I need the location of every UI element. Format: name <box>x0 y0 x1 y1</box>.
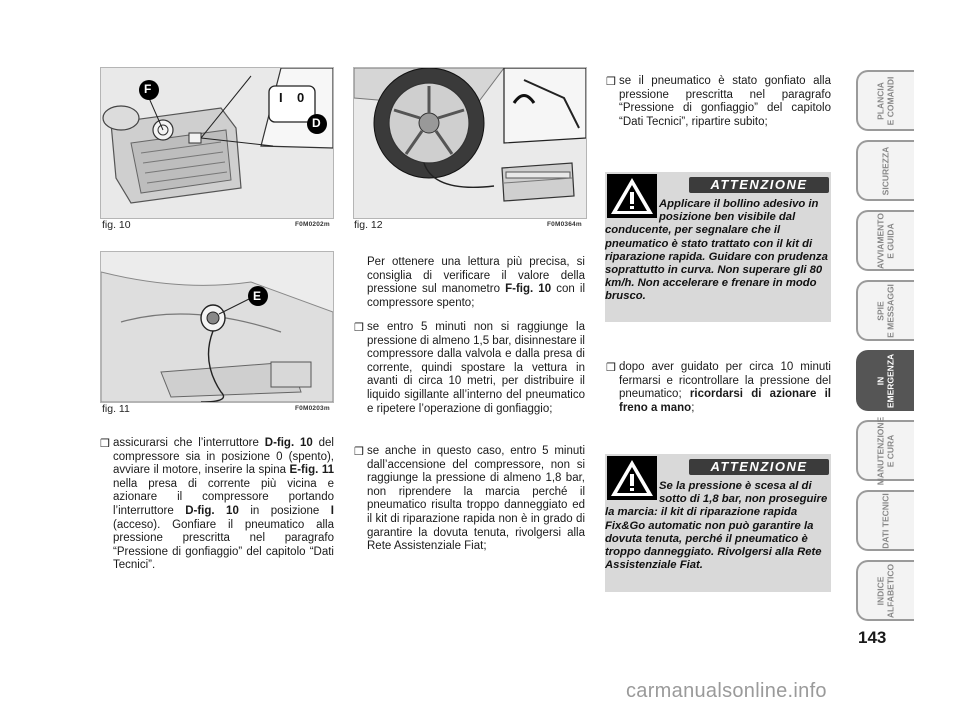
instruction-paragraph <box>367 256 585 310</box>
text-segment: nella presa di corrente più vicina e azionare il compressore portando l’interruttore <box>113 477 334 517</box>
warning-text-body: Applicare il bollino adesivo in posizione ben visibile dal conducente, per segnalare che il pneumatico è stato trattato con il kit di riparazione rapida. Guidare con prudenza soprattutto in curva. Non superare gli 80 km/h. Non accelerare e frenare in modo brusco. <box>605 198 828 303</box>
instruction-bullet <box>100 437 334 573</box>
tab-manutenzione-e-cura[interactable] <box>856 416 914 485</box>
instruction-bullet <box>606 75 831 129</box>
checkbox-bullet-icon: ❒ <box>354 446 364 458</box>
figure-10-code: F0M0202m <box>295 221 330 228</box>
warning-text <box>605 198 829 304</box>
instruction-bullet <box>354 321 585 416</box>
tab-label: PLANCIA E COMANDI <box>875 76 895 125</box>
bold-reference: I <box>330 504 334 517</box>
tab-plancia-e-comandi[interactable] <box>856 70 914 131</box>
checkbox-bullet-icon: ❒ <box>100 438 110 450</box>
figure-11-caption: fig. 11 <box>102 403 130 415</box>
tab-sicurezza[interactable] <box>856 140 914 201</box>
figure-11-image <box>100 251 334 403</box>
figure-10-image <box>100 67 334 219</box>
figure-12-code: F0M0364m <box>547 221 582 228</box>
text-segment: con il compressore spento; <box>367 283 585 309</box>
warning-heading: ATTENZIONE <box>689 177 829 193</box>
bold-reference: D-fig. 10 <box>264 437 313 449</box>
page-number: 143 <box>858 628 887 647</box>
warning-text-body: Se la pressione è scesa al di sotto di 1,8 bar, non proseguire la marcia: il kit di riparazione rapida Fix&Go automatic non può garantire la dovuta tenuta, perché il pneumatico è troppo danneggiato. Rivolgersi alla Rete Assistenziale Fiat. <box>605 480 828 572</box>
instruction-text <box>619 75 831 128</box>
tab-spie-e-messaggi[interactable] <box>856 280 914 341</box>
paragraph-text <box>367 256 585 309</box>
instruction-bullet <box>354 445 585 554</box>
text-segment: dopo aver guidato per circa 10 minuti fermarsi e ricontrollare la pressione del pneumatico; <box>619 361 831 401</box>
tab-label: MANUTENZIONE E CURA <box>875 416 895 485</box>
bold-reference: F-fig. 10 <box>505 283 552 296</box>
warning-box <box>605 172 831 322</box>
text-segment: del compressore sia in posizione 0 (spento), avviare il motore, inserire la spina <box>113 437 334 477</box>
bold-reference: E-fig. 11 <box>289 464 334 477</box>
bold-reference: ricordarsi di azionare il freno a mano <box>619 388 831 414</box>
text-segment: (acceso). Gonfiare il pneumatico alla pressione prescritta nel paragrafo “Pressione di gonfiaggio” del capitolo “Dati Tecnici”. <box>113 518 334 572</box>
callout-F-icon: F <box>144 82 152 96</box>
tab-label: AVVIAMENTO E GUIDA <box>875 212 895 269</box>
checkbox-bullet-icon: ❒ <box>606 362 616 374</box>
figure-10-caption: fig. 10 <box>102 219 131 231</box>
watermark-text: carmanualsonline.info <box>626 680 827 702</box>
figure-12-image <box>353 67 587 219</box>
text-segment: assicurarsi che l’interruttore <box>113 437 265 449</box>
figure-12-caption: fig. 12 <box>354 219 383 231</box>
tab-in-emergenza[interactable] <box>856 350 914 411</box>
instruction-text <box>113 437 334 571</box>
tab-avviamento-e-guida[interactable] <box>856 210 914 271</box>
warning-box <box>605 454 831 592</box>
warning-heading: ATTENZIONE <box>689 459 829 475</box>
instruction-text <box>619 361 831 414</box>
text-segment: se il pneumatico è stato gonfiato alla pressione prescritta nel paragrafo “Pressione di gonfiaggio” del capitolo “Dati Tecnici”, ripartire subito; <box>619 75 831 128</box>
instruction-text <box>367 321 585 415</box>
text-segment: se entro 5 minuti non si raggiunge la pressione di almeno 1,5 bar, disinnestare il compressore dalla valvola e dalla presa di corrente, quindi spostare la vettura in avanti di circa 10 metri, per distribuire il liquido sigillante all’interno del pneumatico e ripetere l’operazione di gonfiaggio; <box>367 321 585 415</box>
checkbox-bullet-icon: ❒ <box>354 322 364 334</box>
tab-dati-tecnici[interactable] <box>856 490 914 551</box>
checkbox-bullet-icon: ❒ <box>606 76 616 88</box>
warning-text <box>605 480 829 572</box>
bold-reference: D-fig. 10 <box>185 504 239 517</box>
tab-indice-alfabetico[interactable] <box>856 560 914 621</box>
text-segment: Per ottenere una lettura più precisa, si consiglia di verificare il valore della pressione sul manometro <box>367 256 585 296</box>
switch-label-off: 0 <box>297 90 305 105</box>
tab-label: SICUREZZA <box>880 146 891 195</box>
tab-label: IN EMERGENZA <box>875 353 895 408</box>
instruction-text <box>367 445 585 552</box>
text-segment: ; <box>691 401 695 414</box>
tab-label: DATI TECNICI <box>880 492 891 549</box>
text-segment: in posizione <box>238 504 331 517</box>
instruction-bullet <box>606 361 831 415</box>
tab-label: INDICE ALFABETICO <box>875 563 895 618</box>
tab-label: SPIE E MESSAGGI <box>875 283 895 338</box>
callout-D-icon: D <box>312 116 321 130</box>
callout-E-icon: E <box>253 289 262 303</box>
switch-label-on: I <box>279 90 283 105</box>
figure-11-code: F0M0203m <box>295 405 330 412</box>
text-segment: se anche in questo caso, entro 5 minuti dall’accensione del compressore, non si raggiunge la pressione di almeno 1,8 bar, non riprendere la marcia perché il pneumatico risulta troppo danneggiato ed il kit di riparazione rapida non è in grado di garantire la dovuta tenuta, rivolgersi alla Rete Assistenziale Fiat; <box>367 445 585 553</box>
